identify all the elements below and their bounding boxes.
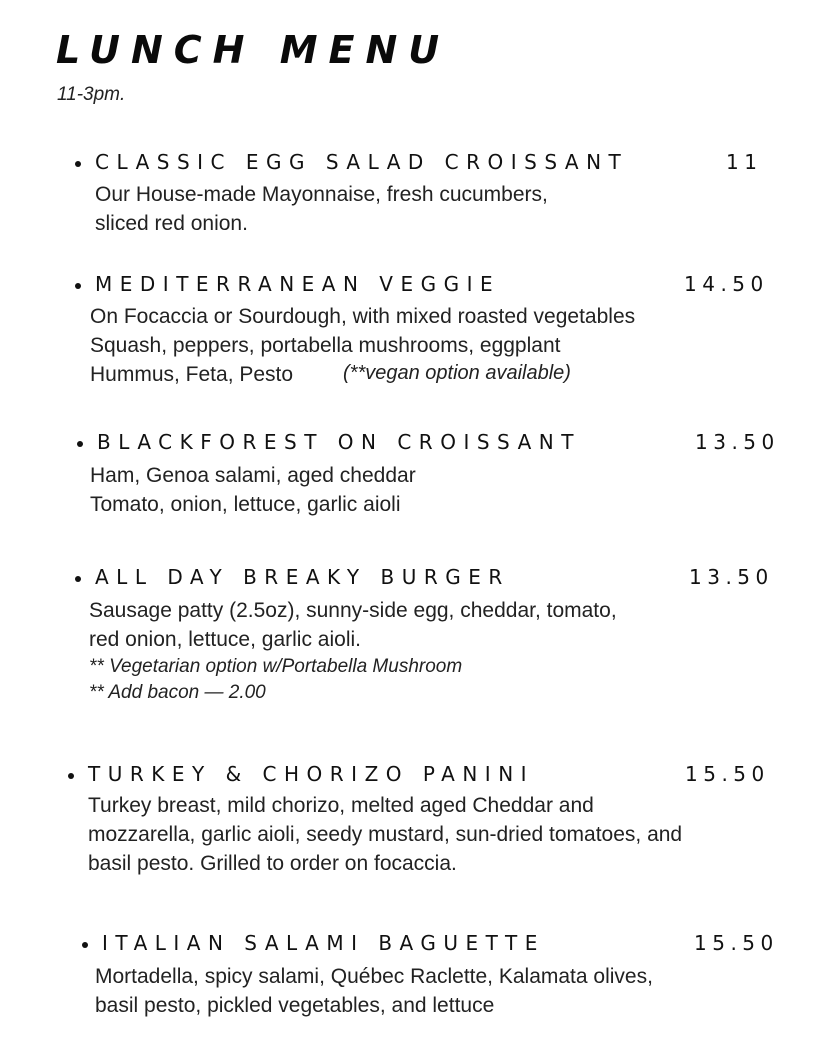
menu-item-turkey-chorizo-panini [0,762,816,875]
item-price: 14.50 [684,272,769,296]
description-line: basil pesto, pickled vegetables, and lettuce [95,994,495,1017]
description-line: Mortadella, spicy salami, Québec Raclette, Kalamata olives, [95,965,653,988]
item-description [95,180,548,238]
item-name: ALL DAY BREAKY BURGER [95,565,510,589]
menu-item-blackforest [0,430,816,516]
item-name: TURKEY & CHORIZO PANINI [88,762,535,786]
bullet-icon [75,283,81,289]
item-price: 13.50 [689,565,774,589]
add-bacon-note: ** Add bacon — 2.00 [89,682,266,703]
menu-item-breaky-burger [0,565,816,703]
menu-item-mediterranean-veggie [0,272,816,386]
vegan-option-note: (**vegan option available) [343,362,571,384]
description-line: Ham, Genoa salami, aged cheddar [90,464,416,487]
description-line: Our House-made Mayonnaise, fresh cucumbers, [95,183,548,206]
bullet-icon [75,576,81,582]
item-name: ITALIAN SALAMI BAGUETTE [102,931,545,955]
description-line: Tomato, onion, lettuce, garlic aioli [90,493,401,516]
menu-item-egg-salad [0,150,816,235]
description-line: Turkey breast, mild chorizo, melted aged Cheddar and [88,794,594,817]
description-line: red onion, lettuce, garlic aioli. [89,628,361,651]
menu-title: LUNCH MENU [56,28,451,72]
item-price: 15.50 [694,931,779,955]
item-description [89,596,617,706]
menu-item-italian-salami-baguette [0,931,816,1017]
item-description [90,461,416,519]
bullet-icon [77,441,83,447]
item-price: 15.50 [685,762,770,786]
item-name: CLASSIC EGG SALAD CROISSANT [95,150,629,174]
item-price: 13.50 [695,430,780,454]
item-name: MEDITERRANEAN VEGGIE [95,272,501,296]
description-line: sliced red onion. [95,212,248,235]
bullet-icon [75,161,81,167]
description-line: Sausage patty (2.5oz), sunny-side egg, cheddar, tomato, [89,599,617,622]
bullet-icon [82,942,88,948]
item-description [95,962,653,1020]
bullet-icon [68,773,74,779]
description-line: Squash, peppers, portabella mushrooms, eggplant [90,334,561,357]
vegetarian-option-note: ** Vegetarian option w/Portabella Mushroom [89,656,463,677]
description-line: Hummus, Feta, Pesto [90,363,294,386]
menu-hours: 11-3pm. [57,84,126,105]
item-description [88,791,682,878]
description-line: mozzarella, garlic aioli, seedy mustard, sun-dried tomatoes, and [88,823,683,846]
description-line: basil pesto. Grilled to order on focaccia. [88,852,457,875]
item-price: 11 [726,150,763,174]
description-line: On Focaccia or Sourdough, with mixed roasted vegetables [90,305,636,328]
item-name: BLACKFOREST ON CROISSANT [97,430,581,454]
